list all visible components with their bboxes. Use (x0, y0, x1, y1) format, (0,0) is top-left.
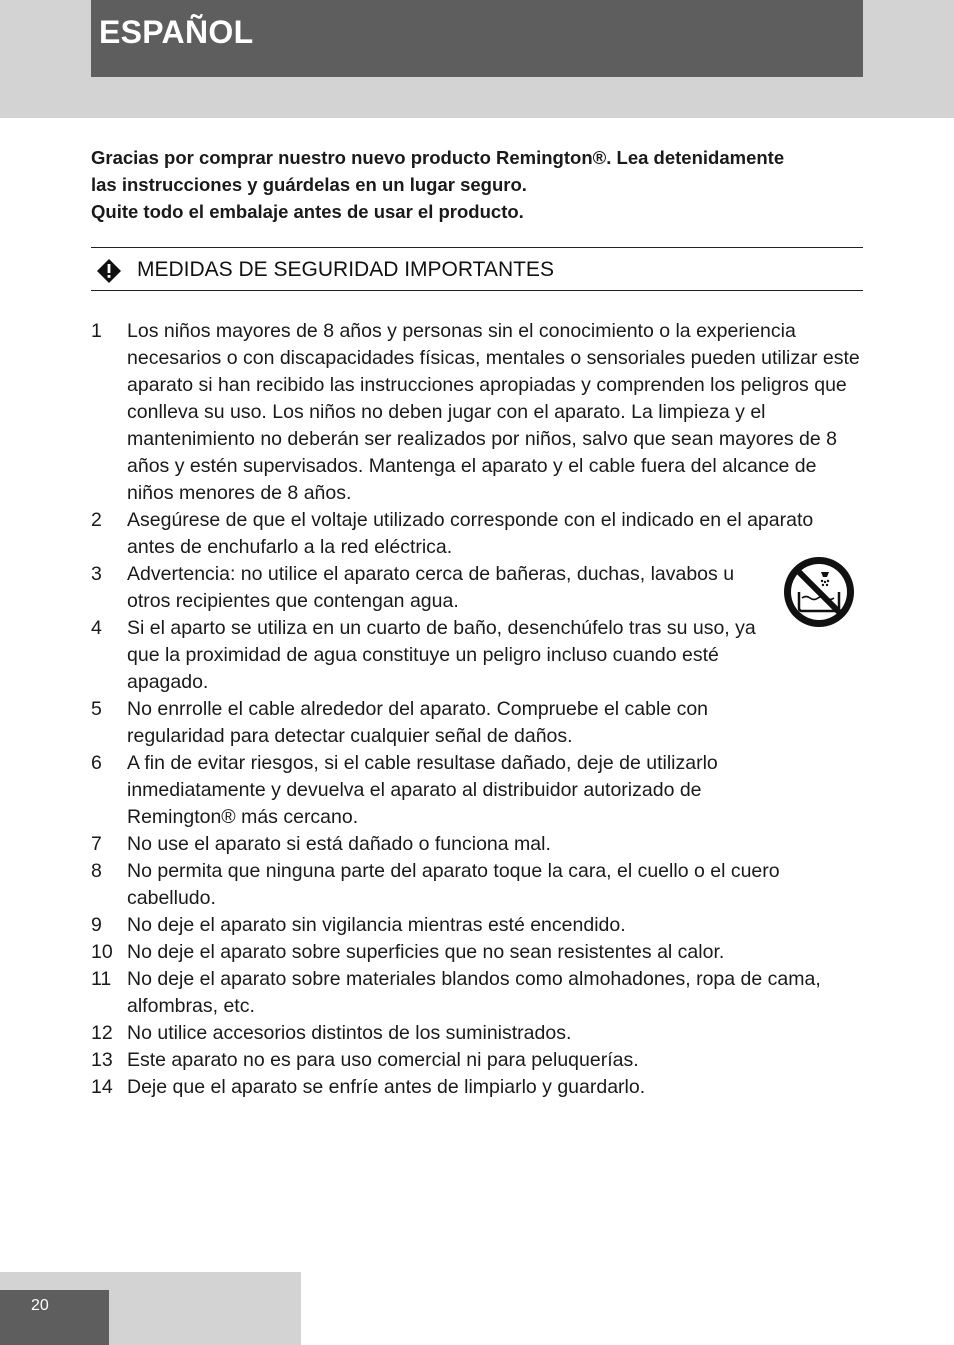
list-item (91, 1074, 863, 1101)
page-title: ESPAÑOL (99, 14, 254, 50)
safety-section-header (91, 247, 863, 291)
list-item (91, 858, 863, 912)
list-item (91, 831, 863, 858)
list-item (91, 939, 863, 966)
item-text: No deje el aparato sobre materiales blandos como almohadones, ropa de cama, alfombras, etc. (127, 968, 821, 1017)
item-text: Deje que el aparato se enfríe antes de limpiarlo y guardarlo. (127, 1076, 646, 1098)
item-number: 8 (91, 860, 102, 882)
list-item (91, 696, 863, 750)
list-item (91, 912, 863, 939)
item-number: 6 (91, 752, 102, 774)
item-text: No deje el aparato sin vigilancia mientras esté encendido. (127, 914, 626, 936)
item-number: 9 (91, 914, 102, 936)
item-text: Los niños mayores de 8 años y personas sin el conocimiento o la experiencia necesarios o con discapacidades físicas, mentales o sensoriales pueden utilizar este aparato si han recibido las instrucciones apropiadas y comprenden los peligros que conlleva su uso. Los niños no deben jugar con el aparato. La limpieza y el mantenimiento no deberán ser realizados por niños, salvo que sean mayores de 8 años y estén supervisados. Mantenga el aparato y el cable fuera del alcance de niños menores de 8 años. (127, 320, 860, 504)
item-text: No use el aparato si está dañado o funciona mal. (127, 833, 551, 855)
section-title: MEDIDAS DE SEGURIDAD IMPORTANTES (137, 258, 554, 281)
item-text: Asegúrese de que el voltaje utilizado corresponde con el indicado en el aparato antes de enchufarlo a la red eléctrica. (127, 509, 814, 558)
intro-line-3: Quite todo el embalaje antes de usar el producto. (91, 201, 524, 222)
item-number: 7 (91, 833, 102, 855)
intro-line-2: las instrucciones y guárdelas en un lugar seguro. (91, 174, 527, 195)
item-number: 11 (91, 968, 112, 990)
list-item (91, 318, 863, 507)
item-text: Este aparato no es para uso comercial ni para peluquerías. (127, 1049, 639, 1071)
intro-line-1: Gracias por comprar nuestro nuevo producto Remington®. Lea detenidamente (91, 147, 785, 168)
list-item (91, 615, 863, 696)
item-text: A fin de evitar riesgos, si el cable resultase dañado, deje de utilizarlo inmediatamente y devuelva el aparato al distribuidor autorizado de Remington® más cercano. (127, 752, 718, 828)
item-number: 4 (91, 617, 102, 639)
list-item (91, 1020, 863, 1047)
list-item (91, 561, 863, 615)
warning-icon (97, 259, 121, 283)
item-text: No permita que ninguna parte del aparato toque la cara, el cuello o el cuero cabelludo. (127, 860, 780, 909)
item-number: 1 (91, 320, 102, 342)
list-item (91, 507, 863, 561)
item-text: No utilice accesorios distintos de los suministrados. (127, 1022, 572, 1044)
page-number-tab (0, 1290, 109, 1345)
list-item (91, 1047, 863, 1074)
page-number: 20 (31, 1297, 49, 1314)
item-number: 12 (91, 1022, 113, 1044)
no-bathtub-water-icon (783, 556, 855, 628)
item-text: No enrrolle el cable alrededor del aparato. Compruebe el cable con regularidad para detectar cualquier señal de daños. (127, 698, 709, 747)
item-text: No deje el aparato sobre superficies que no sean resistentes al calor. (127, 941, 725, 963)
item-number: 3 (91, 563, 102, 585)
list-item (91, 966, 863, 1020)
item-text: Si el aparto se utiliza en un cuarto de baño, desenchúfelo tras su uso, ya que la proximidad de agua constituye un peligro incluso cuando esté apagado. (127, 617, 756, 693)
item-text: Advertencia: no utilice el aparato cerca de bañeras, duchas, lavabos u otros recipientes que contengan agua. (127, 563, 735, 612)
language-title-bar (91, 0, 863, 77)
item-number: 13 (91, 1049, 113, 1071)
list-item (91, 750, 863, 831)
item-number: 14 (91, 1076, 113, 1098)
intro-text (91, 144, 871, 225)
safety-list (91, 318, 863, 1101)
item-number: 5 (91, 698, 102, 720)
item-number: 2 (91, 509, 102, 531)
item-number: 10 (91, 941, 113, 963)
